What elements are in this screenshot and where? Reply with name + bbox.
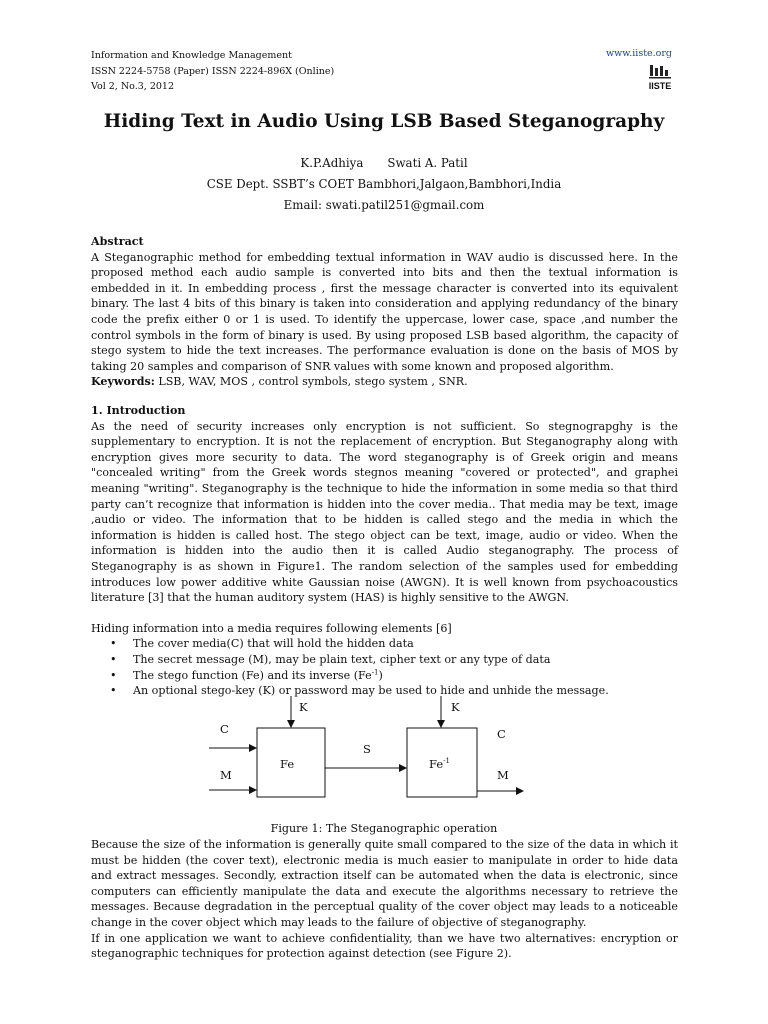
fe-label: Fe xyxy=(280,757,295,771)
iiste-logo xyxy=(647,64,673,92)
journal-header xyxy=(91,48,334,95)
abstract-section xyxy=(91,234,678,390)
bullet: • xyxy=(110,684,117,698)
author-2: Swati A. Patil xyxy=(387,156,468,170)
keywords-label: Keywords: xyxy=(91,375,155,389)
key-label-2: K xyxy=(451,700,460,714)
paper-title: Hiding Text in Audio Using LSB Based Steganography xyxy=(103,111,665,132)
journal-issn: ISSN 2224-5758 (Paper) ISSN 2224-896X (Online) xyxy=(91,65,335,77)
keywords-text: LSB, WAV, MOS , control symbols, stego system , SNR. xyxy=(154,375,468,389)
list-item: • The stego function (Fe) and its inverse $(Fe^{-1})$ xyxy=(110,667,383,682)
introduction-section xyxy=(91,403,678,699)
logo-text: IISTE xyxy=(648,81,672,91)
abstract-text: A Steganographic method for embedding textual information in WAV audio is discussed here. In the proposed method each audio sample is converted into bits and then the textual information is embedded in it. In embedding process , first the message character is converted into its equivalent binary. The last 4 bits of this binary is taken into consideration and applying redundancy of the binary code the prefix either 0 or 1 is used. To identify the uppercase, lower case, space ,and number the control symbols in the form of binary is used. By using proposed LSB based algorithm, the capacity of stego system to hide the text increases. The performance evaluation is done on the basis of MOS by taking 20 samples and comparison of SNR values with some known and proposed algorithm. xyxy=(91,250,678,373)
body-continued xyxy=(91,837,678,962)
cover-output-label: C xyxy=(497,727,506,741)
bullet: • xyxy=(110,652,117,666)
elements-list xyxy=(91,636,678,698)
message-input-label: M xyxy=(220,768,232,782)
journal-volume: Vol 2, No.3, 2012 xyxy=(91,81,174,92)
affiliation: CSE Dept. SSBT’s COET Bambhori,Jalgaon,Bambhori,India xyxy=(206,177,562,191)
key-label-1: K xyxy=(299,700,308,714)
cover-input-label: C xyxy=(220,722,229,736)
email: Email: swati.patil251@gmail.com xyxy=(283,198,485,212)
bullet: • xyxy=(110,637,117,651)
list-intro: Hiding information into a media requires following elements [6] xyxy=(91,621,452,635)
intro-paragraph: As the need of security increases only encryption is not sufficient. So stegnograpghy is the supplementary to encryption. It is not the replacement of encryption. But Steganography along with encryption gives more security to data. The word steganography is of Greek origin and means "concealed writing" from the Greek words stegnos meaning "covered or protected", and graphei meaning "writing". Steganography is the technique to hide the information in some media so that third party can’t recognize that information is hidden into the cover media.. That media may be text, image ,audio or video. The information that to be hidden is called stego and the media in which the information is hidden is called host. The stego object can be text, image, audio or video. When the information is hidden into the audio then it is called Audio steganography. The process of Steganography is as shown in Figure1. The random selection of the samples used for embedding introduces low power additive white Gaussian noise (AWGN). It is well known from psychoacoustics literature [3] that the human auditory system (HAS) is highly sensitive to the AWGN. xyxy=(91,419,678,605)
figure-caption: Figure 1: The Steganographic operation xyxy=(270,822,498,835)
journal-url[interactable]: www.iiste.org xyxy=(605,48,672,59)
abstract-heading: Abstract xyxy=(91,235,144,248)
stego-label: S xyxy=(363,742,371,756)
list-item: • An optional stego-key (K) or password may be used to hide and unhide the message. xyxy=(110,684,609,698)
paragraph-confidentiality: If in one application we want to achieve confidentiality, than we have two alternatives: encryption or steganographic techniques for protection against detection (see Figure 2). xyxy=(91,931,678,961)
steganography-diagram xyxy=(195,693,535,805)
message-output-label: M xyxy=(497,768,509,782)
bullet: • xyxy=(110,668,117,682)
keywords-line xyxy=(91,374,678,390)
list-item: • The secret message (M), may be plain text, cipher text or any type of data xyxy=(110,652,551,666)
paragraph-after-figure: Because the size of the information is generally quite small compared to the size of the data in which it must be hidden (the cover text), electronic media is much easier to manipulate in order to hide data and extract messages. Secondly, extraction itself can be automated when the data is electronic, since computers can efficiently manipulate the data and execute the algorithms necessary to retrieve the messages. Because degradation in the perceptual quality of the cover object may leads to a noticeable change in the cover object which may leads to the failure of objective of steganography. xyxy=(91,838,678,929)
fe-inverse-label: $Fe^{-1}$ xyxy=(429,757,450,771)
author-1: K.P.Adhiya xyxy=(300,156,364,170)
journal-name: Information and Knowledge Management xyxy=(91,50,292,61)
author-line xyxy=(0,156,768,170)
list-item: • The cover media(C) that will hold the hidden data xyxy=(110,637,414,651)
intro-heading: 1. Introduction xyxy=(91,404,186,417)
